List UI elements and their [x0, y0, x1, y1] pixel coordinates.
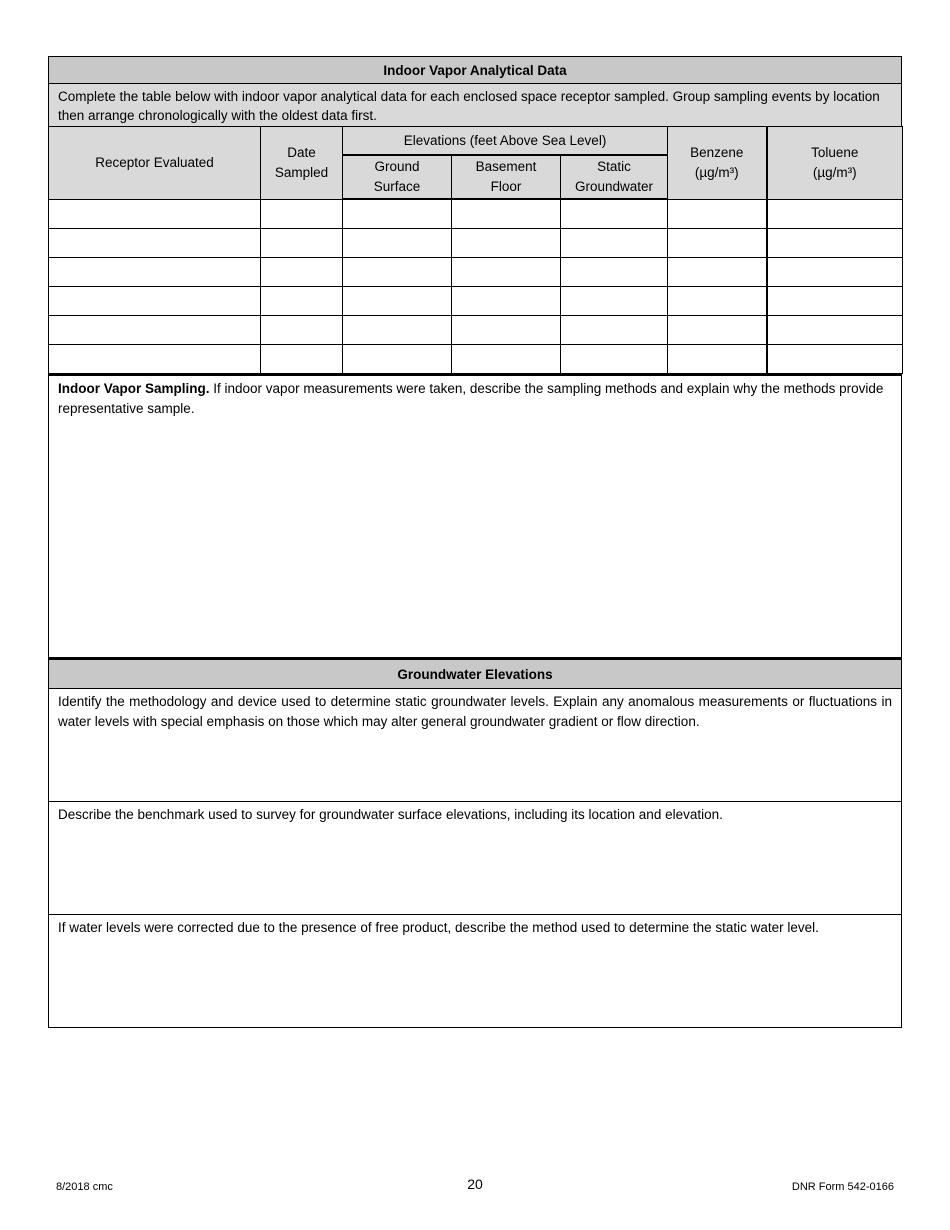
cell-basement-floor[interactable] [452, 258, 561, 287]
cell-ground-surface[interactable] [343, 258, 452, 287]
cell-static-groundwater[interactable] [561, 345, 668, 374]
cell-receptor[interactable] [49, 258, 261, 287]
indoor-vapor-form [48, 56, 902, 1028]
indoor-vapor-table [48, 126, 903, 374]
table-instructions: Complete the table below with indoor vapor analytical data for each enclosed space receptor sampled. Group sampling events by location then arrange chronologically with the oldest data first. [48, 84, 902, 126]
cell-date[interactable] [261, 287, 343, 316]
sampling-label: Indoor Vapor Sampling. [58, 381, 210, 396]
page-footer [0, 1176, 950, 1198]
cell-basement-floor[interactable] [452, 199, 561, 229]
cell-static-groundwater[interactable] [561, 199, 668, 229]
cell-date[interactable] [261, 199, 343, 229]
cell-benzene[interactable] [668, 229, 767, 258]
cell-toluene[interactable] [767, 199, 903, 229]
table-row [49, 229, 903, 258]
benchmark-prompt: Describe the benchmark used to survey for groundwater surface elevations, including its location and elevation. [58, 807, 723, 822]
groundwater-methodology-field[interactable] [48, 689, 902, 802]
cell-toluene[interactable] [767, 316, 903, 345]
cell-static-groundwater[interactable] [561, 258, 668, 287]
cell-receptor[interactable] [49, 287, 261, 316]
cell-static-groundwater[interactable] [561, 287, 668, 316]
cell-receptor[interactable] [49, 229, 261, 258]
cell-benzene[interactable] [668, 316, 767, 345]
cell-receptor[interactable] [49, 199, 261, 229]
cell-benzene[interactable] [668, 345, 767, 374]
cell-static-groundwater[interactable] [561, 316, 668, 345]
table-row [49, 199, 903, 229]
cell-ground-surface[interactable] [343, 287, 452, 316]
water-level-correction-prompt: If water levels were corrected due to the presence of free product, describe the method used to determine the static water level. [58, 920, 819, 935]
cell-receptor[interactable] [49, 316, 261, 345]
cell-basement-floor[interactable] [452, 287, 561, 316]
section-title-groundwater: Groundwater Elevations [48, 658, 902, 689]
groundwater-methodology-prompt: Identify the methodology and device used to determine static groundwater levels. Explain any anomalous measurements or fluctuations in water levels with special emphasis on those which may alter general groundwater gradient or flow direction. [58, 694, 892, 729]
cell-ground-surface[interactable] [343, 229, 452, 258]
table-row [49, 316, 903, 345]
sampling-prompt: If indoor vapor measurements were taken, describe the sampling methods and explain why the methods provide representative sample. [58, 381, 884, 416]
cell-toluene[interactable] [767, 258, 903, 287]
header-elevations: Elevations (feet Above Sea Level) [343, 127, 668, 156]
header-static-groundwater: Static Groundwater [561, 155, 668, 199]
footer-date: 8/2018 cmc [56, 1181, 113, 1193]
cell-toluene[interactable] [767, 287, 903, 316]
table-row [49, 345, 903, 374]
cell-toluene[interactable] [767, 229, 903, 258]
cell-ground-surface[interactable] [343, 316, 452, 345]
header-benzene: Benzene (µg/m³) [668, 127, 767, 200]
header-ground-surface: Ground Surface [343, 155, 452, 199]
header-toluene: Toluene (µg/m³) [767, 127, 903, 200]
cell-benzene[interactable] [668, 258, 767, 287]
table-row [49, 287, 903, 316]
page-number: 20 [467, 1176, 483, 1192]
cell-ground-surface[interactable] [343, 345, 452, 374]
cell-receptor[interactable] [49, 345, 261, 374]
indoor-vapor-sampling-field[interactable] [48, 374, 902, 658]
form-number: DNR Form 542-0166 [791, 1181, 894, 1193]
header-receptor-evaluated: Receptor Evaluated [49, 127, 261, 200]
cell-basement-floor[interactable] [452, 345, 561, 374]
cell-benzene[interactable] [668, 287, 767, 316]
header-date-sampled: Date Sampled [261, 127, 343, 200]
cell-date[interactable] [261, 258, 343, 287]
cell-benzene[interactable] [668, 199, 767, 229]
cell-static-groundwater[interactable] [561, 229, 668, 258]
cell-date[interactable] [261, 345, 343, 374]
cell-ground-surface[interactable] [343, 199, 452, 229]
cell-toluene[interactable] [767, 345, 903, 374]
cell-basement-floor[interactable] [452, 316, 561, 345]
cell-date[interactable] [261, 229, 343, 258]
water-level-correction-field[interactable] [48, 915, 902, 1028]
section-title-indoor-vapor: Indoor Vapor Analytical Data [48, 56, 902, 84]
table-row [49, 258, 903, 287]
header-basement-floor: Basement Floor [452, 155, 561, 199]
cell-basement-floor[interactable] [452, 229, 561, 258]
benchmark-description-field[interactable] [48, 802, 902, 915]
cell-date[interactable] [261, 316, 343, 345]
